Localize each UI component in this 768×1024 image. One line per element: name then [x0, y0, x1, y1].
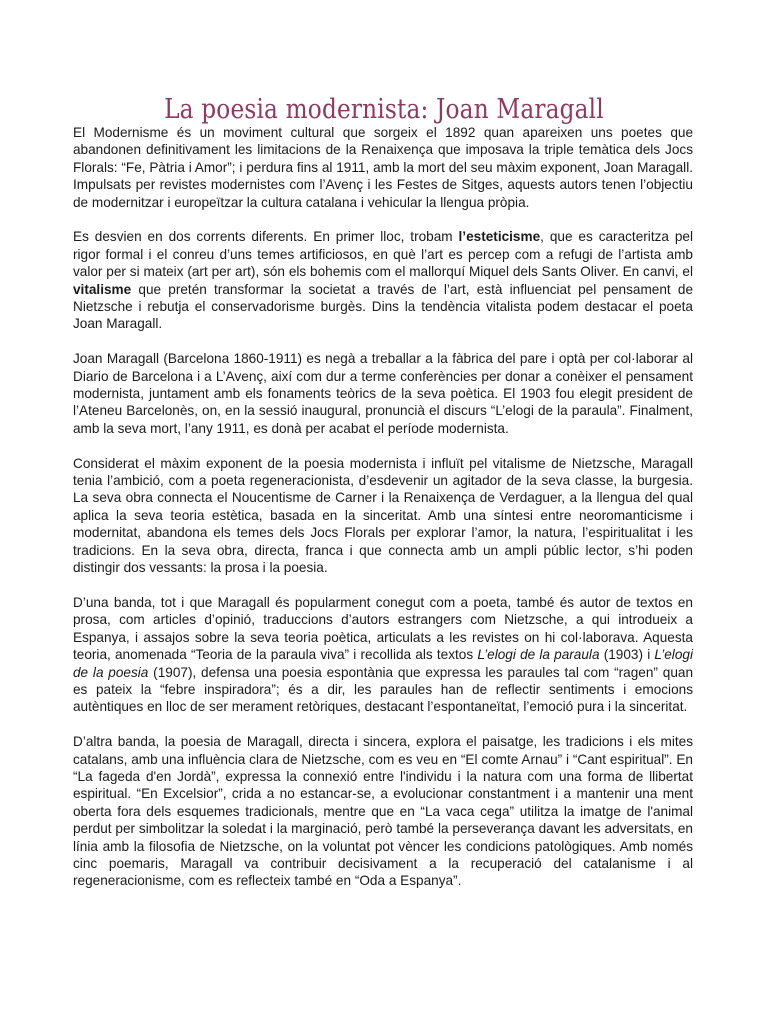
term-esteticisme: l’esteticisme	[458, 229, 541, 245]
paragraph-currents-text: que pretén transformar la societat a través de l’art, està influenciat pel pensament de Nietzsche i rebutja el conservadorisme burgès. Dins la tendència vitalista podem destacar el poeta Joan Maragall.	[73, 281, 693, 332]
document-title: La poesia modernista: Joan Maragall	[164, 94, 604, 126]
term-vitalisme: vitalisme	[73, 281, 132, 297]
paragraph-poetry: D’altra banda, la poesia de Maragall, directa i sincera, explora el paisatge, les tradicions i els mites catalans, amb una influència clara de Nietzsche, com es veu en “El comte Arnau” i “Cant espiritual”. En “La fageda d'en Jordà”, expressa la connexió entre l'individu i la natura com una forma de llibertat espiritual. “En Excelsior”, crida a no estancar-se, a evolucionar constantment i a mantenir una ment oberta fora dels esquemes tradicionals, mentre que en “La vaca cega” utilitza la imatge de l'animal perdut per simbolitzar la soledat i la marginació, però també la perseverança davant les adversitats, en línia amb la filosofia de Nietzsche, on la voluntat pot vèncer les condicions patològiques. Amb només cinc poemaris, Maragall va contribuir decisivament a la recuperació del catalanisme i al regeneracionisme, com es reflecteix també en “Oda a Espanya”.	[73, 734, 693, 889]
paragraph-currents	[73, 228, 693, 332]
paragraph-intro: El Modernisme és un moviment cultural que sorgeix el 1892 quan apareixen uns poetes que abandonen definitivament les limitacions de la Renaixença que imposava la triple temàtica dels Jocs Florals: “Fe, Pàtria i Amor”; i perdura fins al 1911, amb la mort del seu màxim exponent, Joan Maragall. Impulsats per revistes modernistes com l’Avenç i les Festes de Sitges, aquests autors tenen l’objectiu de modernitzar i europeïtzar la cultura catalana i vehicular la llengua pròpia.	[73, 125, 693, 210]
paragraph-prose-text: (1907), defensa una poesia espontània que expressa les paraules tal com “ragen” quan es pateix la “febre inspiradora”; és a dir, les paraules han de reflectir sentiments i emocions autèntiques en lloc de ser merament retòriques, destacant l’espontaneïtat, l’emoció pura i la sinceritat.	[73, 664, 693, 715]
paragraph-biography: Joan Maragall (Barcelona 1860-1911) es negà a treballar a la fàbrica del pare i optà per col·laborar al Diario de Barcelona i a L’Avenç, així com dur a terme conferències per donar a conèixer el pensament modernista, juntament amb els fonaments teòrics de la seva poètica. El 1903 fou elegit president de l’Ateneu Barcelonès, on, en la sessió inaugural, pronuncià el discurs “L’elogi de la paraula”. Finalment, amb la seva mort, l’any 1911, es donà per acabat el període modernista.	[73, 351, 693, 436]
paragraph-work: Considerat el màxim exponent de la poesia modernista i influït pel vitalisme de Nietzsche, Maragall tenia l’ambició, com a poeta regeneracionista, d’esdevenir un agitador de la seva classe, la burgesia. La seva obra connecta el Noucentisme de Carner i la Renaixença de Verdaguer, a la llengua del qual aplica la seva teoria estètica, basada en la sinceritat. Amb una síntesi entre neoromanticisme i modernitat, abandona els temes dels Jocs Florals per explorar l’amor, la natura, l’espiritualitat i les tradicions. En la seva obra, directa, franca i que connecta amb un ampli públic lector, s’hi poden distingir dos vessants: la prosa i la poesia.	[73, 455, 693, 576]
document-body	[73, 124, 693, 907]
paragraph-prose-text: (1903) i	[599, 647, 655, 663]
paragraph-currents-text: , que es caracteritza pel rigor formal i el conreu d’uns temes artificiosos, en què l’art es percep com a refugi de l’artista amb valor per si mateix (art per art), són els bohemis com el mallorquí Miquel dels Sants Oliver. En canvi, el	[73, 229, 694, 280]
paragraph-prose	[73, 594, 693, 716]
work-title-elogi-paraula: L’elogi de la paraula	[477, 647, 600, 663]
paragraph-currents-text: Es desvien en dos corrents diferents. En primer lloc, trobam	[73, 229, 459, 245]
work-title-elogi-poesia: L’elogi de la poesia	[73, 647, 693, 680]
paragraph-prose-text: D’una banda, tot i que Maragall és popularment conegut com a poeta, també és autor de textos en prosa, com articles d’opinió, traduccions d’autors estrangers com Nietzsche, a qui introdueix a Espanya, i assajos sobre la seva teoria poètica, articulats a les revistes on hi col·laborava. Aquesta teoria, anomenada “Teoria de la paraula viva” i recollida als textos	[73, 594, 693, 663]
